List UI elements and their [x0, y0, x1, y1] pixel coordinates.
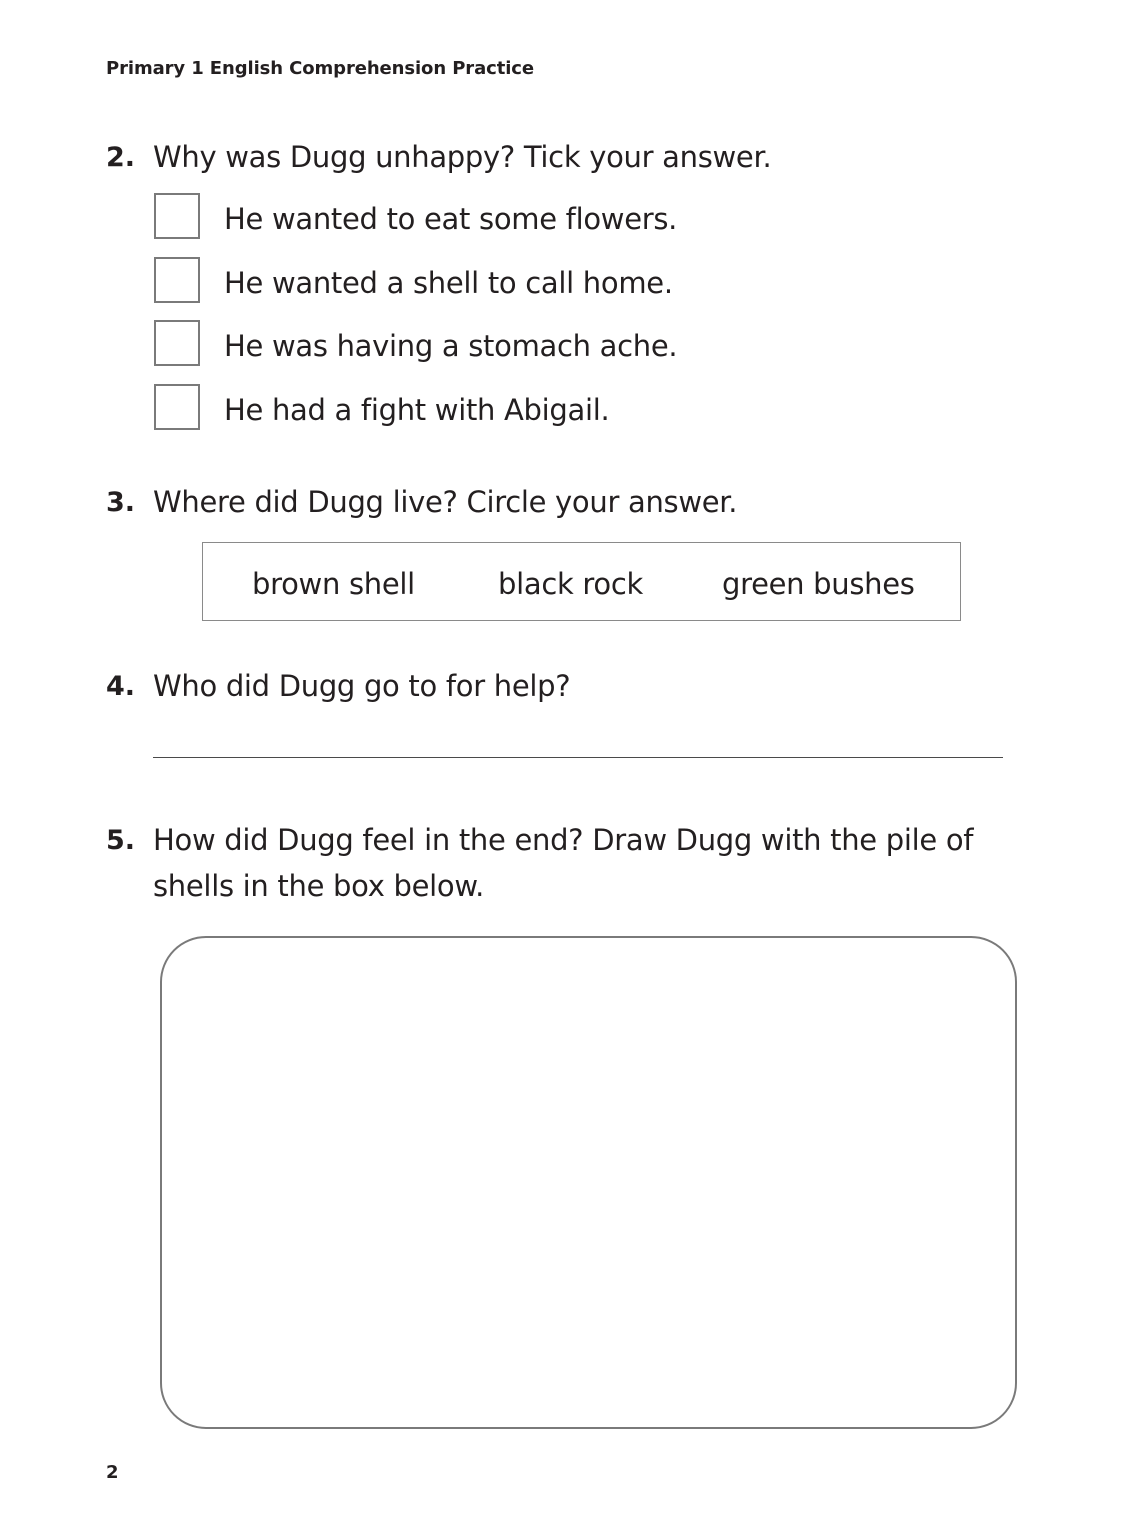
answer-writing-line[interactable] [153, 757, 1003, 758]
page-number: 2 [106, 1462, 119, 1483]
tick-box-option-1[interactable] [154, 193, 200, 239]
option-label-3: He was having a stomach ache. [224, 329, 678, 363]
tick-box-option-2[interactable] [154, 257, 200, 303]
choice-brown-shell[interactable]: brown shell [252, 567, 415, 601]
choice-black-rock[interactable]: black rock [498, 567, 643, 601]
page-header-title: Primary 1 English Comprehension Practice [106, 58, 534, 79]
question-number: 5. [106, 825, 136, 856]
question-text: Who did Dugg go to for help? [153, 669, 571, 703]
question-number: 4. [106, 671, 136, 702]
choice-green-bushes[interactable]: green bushes [722, 567, 915, 601]
question-text: Why was Dugg unhappy? Tick your answer. [153, 140, 772, 174]
tick-box-option-3[interactable] [154, 320, 200, 366]
option-label-4: He had a fight with Abigail. [224, 393, 610, 427]
tick-box-option-4[interactable] [154, 384, 200, 430]
question-text: Where did Dugg live? Circle your answer. [153, 485, 738, 519]
option-label-2: He wanted a shell to call home. [224, 266, 673, 300]
question-text-line-2: shells in the box below. [153, 869, 485, 903]
question-number: 3. [106, 487, 136, 518]
drawing-box[interactable] [160, 936, 1017, 1429]
question-text-line-1: How did Dugg feel in the end? Draw Dugg with the pile of [153, 823, 974, 857]
option-label-1: He wanted to eat some flowers. [224, 202, 678, 236]
question-number: 2. [106, 142, 136, 173]
